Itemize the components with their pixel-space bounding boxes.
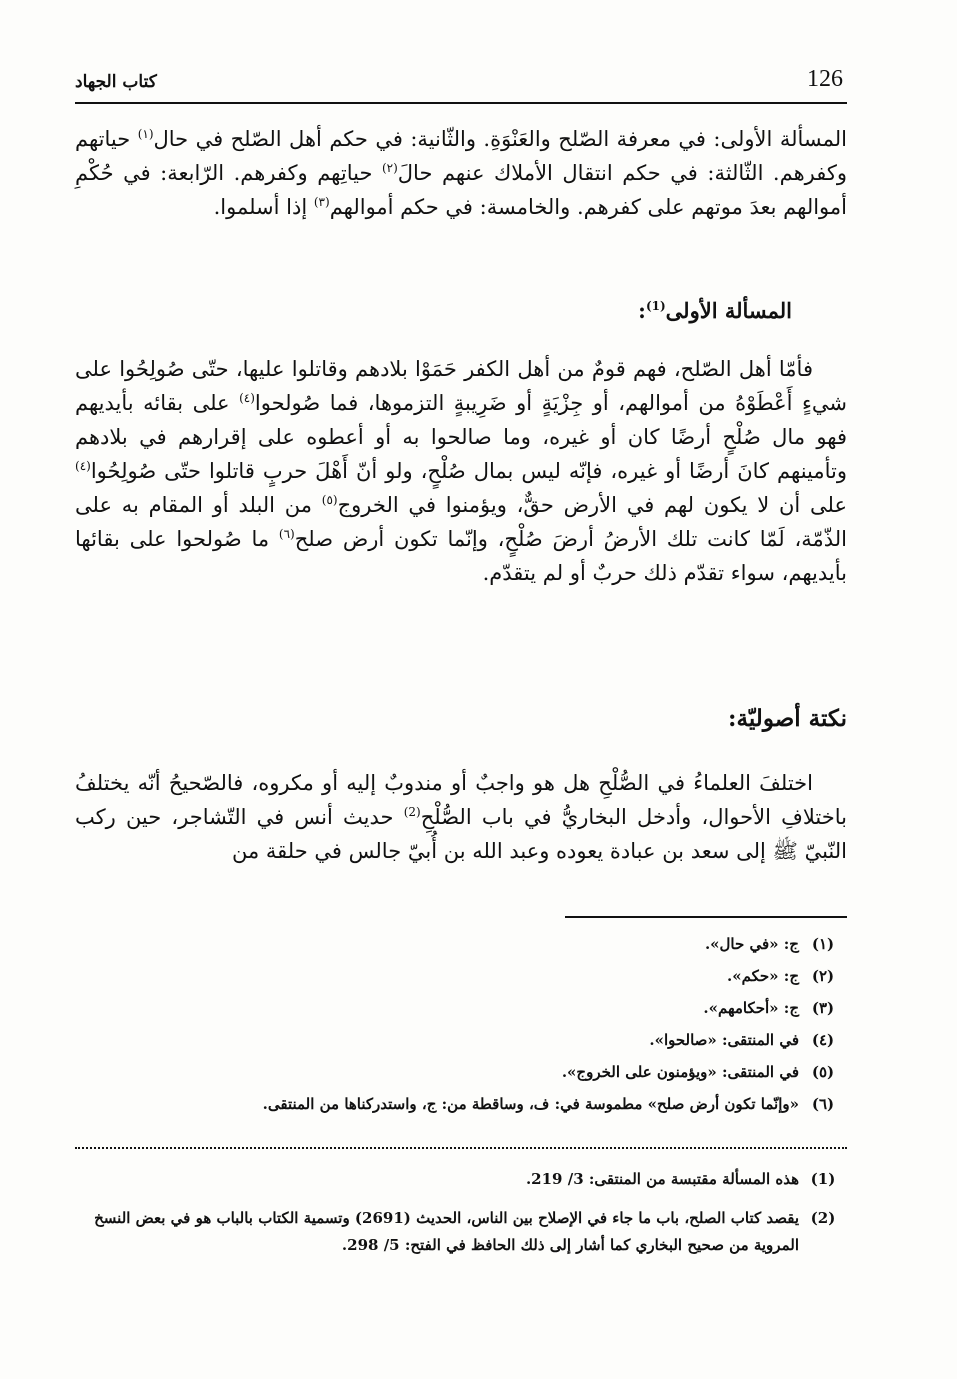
footnote-ref-editor-2: (2)	[403, 805, 421, 819]
footnote-ref-1: (١)	[137, 127, 154, 141]
variant-footnotes	[75, 928, 847, 1120]
footnote-ref-6: (٦)	[278, 527, 295, 541]
footnote-item	[75, 928, 847, 960]
footnote-ref-5: (٥)	[321, 493, 338, 507]
editor-footnotes	[75, 1166, 847, 1271]
first-issue-text-2: على بقائه بأيديهم فهو مال صُلْحٍ أرضًا كان أو غيره، وما صالحوا به أو أعطوه على إقرارهم في بلادهم وتأمينهم كانَ أرضًا أو غيره، فإنّه ليس بمال صُلْحٍ، ولو أنّ أَهْلَ حربٍ قاتلوا حتّى صُولِحُوا	[75, 391, 847, 483]
first-issue-text-4: من البلد أو المقام به على الذّمّة، لَمّا كانت تلك الأرضُ أرضَ صُلْحٍ، وإنّما تكون أرض صلح	[75, 493, 847, 551]
footnote-separator-dotted	[75, 1147, 847, 1149]
intro-paragraph	[75, 122, 847, 224]
page-number: 126	[807, 66, 843, 92]
footnote-number: (٣)	[811, 999, 835, 1017]
footnote-ref-4a: (٤)	[239, 391, 255, 405]
first-issue-text-3: على أن لا يكون لهم في الأرض حقٌّ، ويؤمنوا في الخروج	[337, 493, 847, 517]
usuli-note-text-2: حديث أنس في التّشاجر، حين ركب النّبيّ ﷺ إلى سعد بن عبادة يعوده وعبد الله بن أُبيّ جالس في حلقة من	[75, 805, 847, 863]
intro-line-1: المسألة الأولى: في معرفة الصّلح والعَنْوَةِ. والثّانية: في حكم أهل الصّلح في حال	[153, 127, 847, 151]
book-page	[75, 60, 847, 1254]
footnote-ref-4b: (٤)	[75, 459, 91, 473]
first-issue-text-1: فأمّا أهل الصّلح، فهم قومٌ من أهل الكفر حَمَوْا بلادهم وقاتلوا عليها، حتّى صُولِحُوا على شيءٍ أَعْطَوْهُ من أموالهم، أو جِزْيَةٍ أو ضَرِيبةٍ التزموها، فما صُولحوا	[75, 357, 847, 415]
footnote-number: (١)	[811, 935, 835, 953]
footnote-number: (٥)	[811, 1063, 835, 1081]
footnote-text: ج: «في حال».	[704, 935, 799, 953]
footnote-item	[75, 1056, 847, 1088]
footnote-item	[75, 992, 847, 1024]
footnote-item	[75, 1166, 847, 1193]
section-heading-text: المسألة الأولى	[665, 298, 792, 323]
usuli-note-text-1: اختلفَ العلماءُ في الصُّلْحِ هل هو واجبٌ أو مندوبٌ إليه أو مكروه، فالصّحيحُ أنّه يختلفُ باختلافِ الأحوال، وأدخل البخاريُّ في باب الصُّلْحِ	[75, 771, 847, 829]
footnote-number: (٢)	[811, 967, 835, 985]
footnote-text: «وإنّما تكون أرض صلح» مطموسة في: ف، وساقطة من: ج، واستدركناها من المنتقى.	[262, 1095, 799, 1113]
intro-line-3: حياتِهم وكفرهم. الرّابعة: في حُكْمِ أموالهم بعدَ موتهم على كفرهم. والخامسة: في حكم أموالهم	[75, 161, 847, 219]
running-head: كتاب الجهاد	[75, 72, 157, 92]
footnote-separator-solid	[565, 916, 847, 918]
footnote-ref-3: (٣)	[313, 195, 330, 209]
section-heading-usuli-note: نكتة أصوليّة:	[728, 705, 847, 732]
section-heading-colon: :	[638, 298, 646, 323]
footnote-text: في المنتقى: «صالحوا».	[649, 1031, 799, 1049]
footnote-number: (٦)	[811, 1095, 835, 1113]
footnote-ref-2: (٢)	[381, 161, 398, 175]
intro-line-2: حياتهم وكفرهم. الثّالثة: في حكم انتقال الأملاك عنهم حالَ	[75, 127, 847, 185]
section-heading-first-issue	[638, 298, 792, 323]
footnote-ref-heading: (1)	[645, 299, 666, 313]
footnote-text: في المنتقى: «ويؤمنون على الخروج».	[561, 1063, 799, 1081]
footnote-text: هذه المسألة مقتبسة من المنتقى: 3/ 219.	[525, 1170, 799, 1188]
intro-line-4: إذا أسلموا.	[213, 195, 308, 219]
footnote-item	[75, 1024, 847, 1056]
first-issue-text-5: ما صُولحوا على بقائها بأيديهم، سواء تقدّم ذلك حربٌ أو لم يتقدّم.	[75, 527, 847, 585]
first-issue-paragraph	[75, 352, 847, 590]
footnote-item	[75, 960, 847, 992]
footnote-text: ج: «أحكامهم».	[703, 999, 799, 1017]
page-header	[75, 60, 847, 104]
footnote-number: (1)	[810, 1170, 836, 1188]
footnote-item	[75, 1088, 847, 1120]
footnote-number: (٤)	[811, 1031, 835, 1049]
footnote-text: ج: «حكم».	[727, 967, 799, 985]
footnote-number: (2)	[810, 1209, 836, 1227]
footnote-text: يقصد كتاب الصلح، باب ما جاء في الإصلاح بين الناس، الحديث (2691) وتسمية الكتاب بالباب هو في بعض النسخ المروية من صحيح البخاري كما أشار إلى ذلك الحافظ في الفتح: 5/ 298.	[94, 1209, 799, 1254]
usuli-note-paragraph	[75, 766, 847, 868]
footnote-item	[75, 1205, 847, 1259]
